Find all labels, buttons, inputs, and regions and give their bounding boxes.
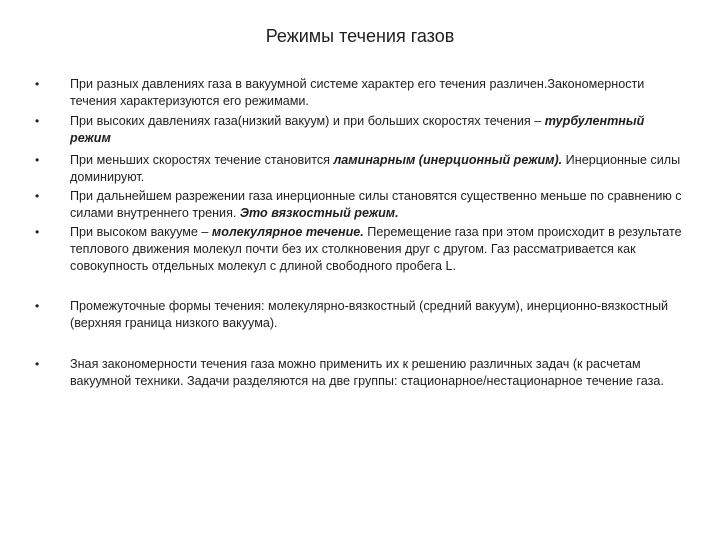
bullet-dot-icon: • — [35, 114, 40, 128]
bullet-dot-icon: • — [35, 225, 40, 239]
slide-title: Режимы течения газов — [265, 26, 455, 46]
bullet-text: При высоком вакууме – молекулярное течение. Перемещение газа при этом происходит в результате теплового движения молекул почти без их столкновения друг с другом. Газ рассматривается как совокупность отдельных молекул с длиной свободного пробега L. — [70, 225, 682, 273]
bullet-dot-icon: • — [35, 357, 40, 371]
bullet-text: При разных давлениях газа в вакуумной системе характер его течения различен.Закономерности течения характеризуются его режимами. — [70, 77, 645, 108]
bullet-text: При меньших скоростях течение становится ламинарным (инерционный режим). Инерционные силы доминируют. — [70, 153, 681, 184]
bullet-dot-icon: • — [35, 153, 40, 167]
bullet-text: При высоких давлениях газа(низкий вакуум) и при больших скоростях течения – турбулентный режим — [70, 114, 645, 145]
bullet-dot-icon: • — [35, 299, 40, 313]
bullet-dot-icon: • — [35, 77, 40, 91]
bullet-text: Промежуточные формы течения: молекулярно-вязкостный (средний вакуум), инерционно-вязкостный (верхняя граница низкого вакуума). — [70, 299, 669, 330]
bullet-dot-icon: • — [35, 189, 40, 203]
bullet-text: Зная закономерности течения газа можно применить их к решению различных задач (к расчетам вакуумной техники. Задачи разделяются на две группы: стационарное/нестационарное течение газа. — [70, 357, 664, 388]
bullet-text: При дальнейшем разрежении газа инерционные силы становятся существенно меньше по сравнению с силами внутреннего трения. Это вязкостный режим. — [70, 189, 682, 220]
